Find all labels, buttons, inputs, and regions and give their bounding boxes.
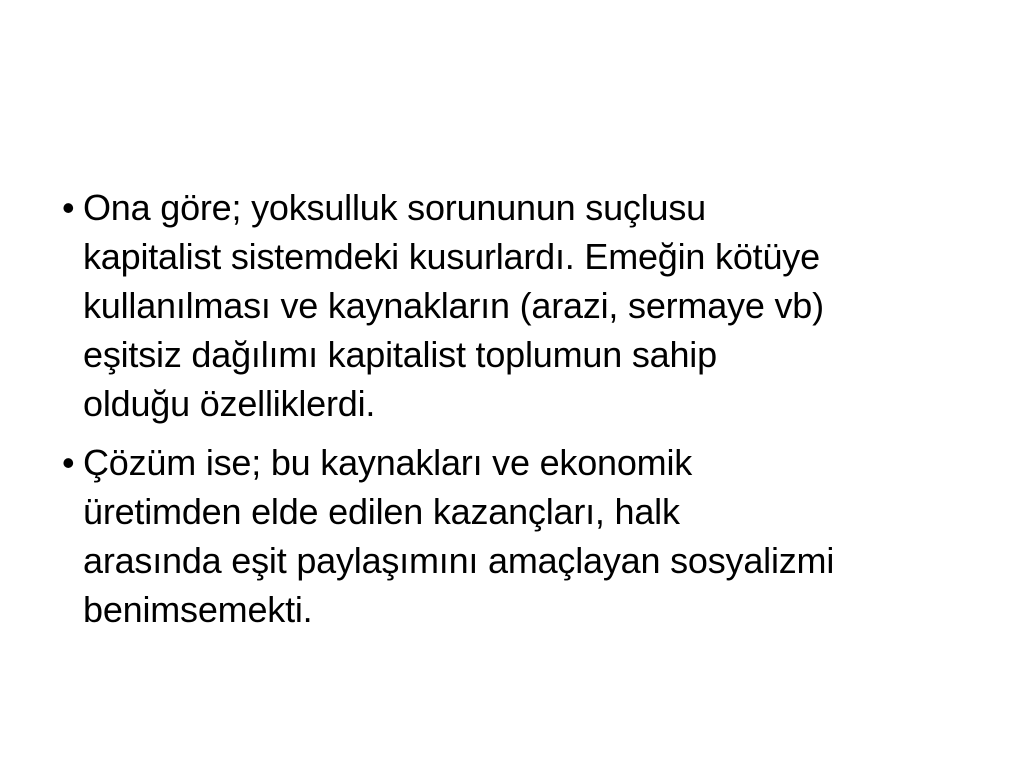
bullet-item [62,183,988,428]
text-line: benimsemekti. [83,589,313,630]
text-line: üretimden elde edilen kazançları, halk [83,491,680,532]
text-line: arasında eşit paylaşımını amaçlayan sosyalizmi [83,540,835,581]
bullet-item [62,438,988,634]
text-line: kullanılması ve kaynakların (arazi, sermaye vb) [83,285,824,326]
text-line: Ona göre; yoksulluk sorununun suçlusu [83,187,706,228]
bullet-paragraph [83,438,988,634]
text-line: kapitalist sistemdeki kusurlardı. Emeğin kötüye [83,236,820,277]
bullet-paragraph [83,183,988,428]
bullet-icon: • [62,187,75,228]
text-line: olduğu özelliklerdi. [83,383,376,424]
bullet-icon: • [62,442,75,483]
slide-body-text-placeholder [62,183,988,634]
text-line: eşitsiz dağılımı kapitalist toplumun sahip [83,334,717,375]
text-line: Çözüm ise; bu kaynakları ve ekonomik [83,442,693,483]
